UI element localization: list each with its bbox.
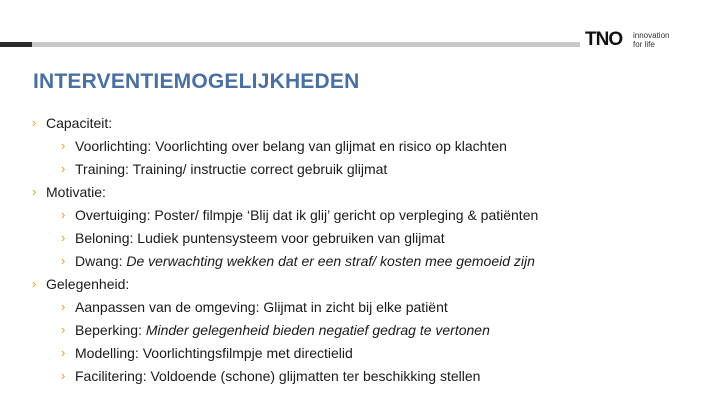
- bullet-item: [61, 229, 445, 247]
- logo-tagline-line2: for life: [633, 40, 655, 49]
- header-rule-line: [32, 42, 580, 47]
- bullet-heading: [32, 275, 130, 293]
- bullet-label: Aanpassen van de omgeving:: [75, 299, 260, 315]
- bullet-label: Beloning:: [75, 230, 134, 246]
- bullet-label: Modelling:: [75, 345, 139, 361]
- bullet-item: [61, 321, 490, 339]
- logo-tagline-line1: innovation: [633, 31, 670, 40]
- bullet-text: Training/ instructie correct gebruik glijmat: [128, 161, 388, 177]
- bullet-label: Dwang:: [75, 253, 123, 269]
- bullet-item: [61, 252, 535, 270]
- bullet-heading: [32, 183, 106, 201]
- bullet-label: Motivatie:: [46, 184, 106, 200]
- chevron-right-icon: ›: [61, 161, 66, 176]
- chevron-right-icon: ›: [61, 322, 66, 337]
- logo-mark: TNO: [585, 29, 623, 50]
- chevron-right-icon: ›: [32, 115, 37, 130]
- header-rule-accent: [0, 42, 32, 47]
- bullet-item: [61, 137, 507, 155]
- chevron-right-icon: ›: [32, 184, 37, 199]
- chevron-right-icon: ›: [61, 253, 66, 268]
- chevron-right-icon: ›: [32, 276, 37, 291]
- bullet-label: Overtuiging:: [75, 207, 151, 223]
- chevron-right-icon: ›: [61, 299, 66, 314]
- bullet-text: Voorlichting over belang van glijmat en risico op klachten: [151, 138, 507, 154]
- bullet-label: Training:: [75, 161, 129, 177]
- logo-tagline: [633, 31, 669, 49]
- bullet-item: [61, 367, 481, 385]
- chevron-right-icon: ›: [61, 345, 66, 360]
- bullet-item: [61, 344, 353, 362]
- chevron-right-icon: ›: [61, 207, 66, 222]
- chevron-right-icon: ›: [61, 230, 66, 245]
- bullet-label: Voorlichting:: [75, 138, 152, 154]
- bullet-text: Minder gelegenheid bieden negatief gedrag te vertonen: [141, 322, 490, 338]
- chevron-right-icon: ›: [61, 368, 66, 383]
- bullet-label: Gelegenheid:: [46, 276, 130, 292]
- bullet-item: [61, 298, 448, 316]
- slide-title: INTERVENTIEMOGELIJKHEDEN: [33, 70, 360, 93]
- chevron-right-icon: ›: [61, 138, 66, 153]
- bullet-text: De verwachting wekken dat er een straf/ kosten mee gemoeid zijn: [122, 253, 535, 269]
- bullet-item: [61, 160, 388, 178]
- bullet-label: Capaciteit:: [46, 115, 113, 131]
- header-rule: [0, 42, 580, 47]
- bullet-item: [61, 206, 539, 224]
- bullet-text: Voldoende (schone) glijmatten ter beschikking stellen: [146, 368, 481, 384]
- bullet-text: Glijmat in zicht bij elke patiënt: [259, 299, 448, 315]
- bullet-heading: [32, 114, 113, 132]
- bullet-label: Beperking:: [75, 322, 142, 338]
- tno-logo: [585, 30, 695, 50]
- bullet-text: Ludiek puntensysteem voor gebruiken van glijmat: [133, 230, 445, 246]
- bullet-text: Voorlichtingsfilmpje met directielid: [138, 345, 353, 361]
- bullet-text: Poster/ filmpje ‘Blij dat ik glij’ gericht op verpleging & patiënten: [150, 207, 539, 223]
- bullet-label: Facilitering:: [75, 368, 147, 384]
